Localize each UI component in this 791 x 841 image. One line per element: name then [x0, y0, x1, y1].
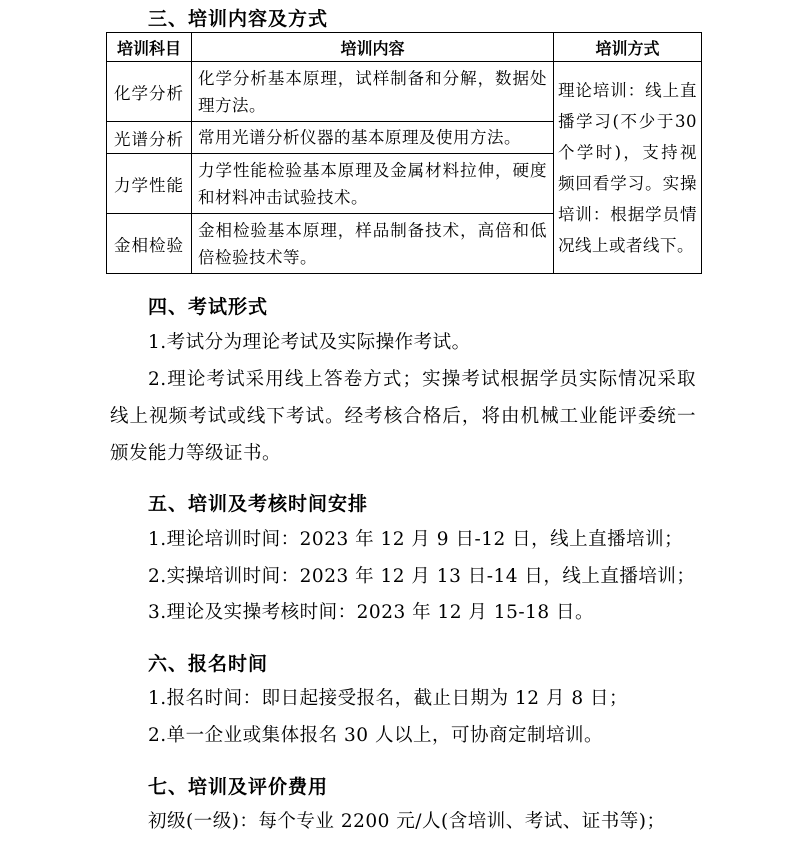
section3-heading: 三、培训内容及方式 — [148, 8, 329, 30]
section4-item-2: 2.理论考试采用线上答卷方式；实操考试根据学员实际情况采取线上视频考试或线下考试。经考核合格后，将由机械工业能评委统一颁发能力等级证书。 — [110, 369, 696, 464]
header-content: 培训内容 — [192, 33, 554, 62]
header-method: 培训方式 — [554, 33, 702, 62]
training-method-cell: 理论培训：线上直播学习(不少于30个学时)，支持视频回看学习。实操培训：根据学员情况线上或者线下。 — [554, 62, 702, 274]
section4-item-1: 1.考试分为理论考试及实际操作考试。 — [148, 332, 471, 353]
section7-item-1: 初级(一级)：每个专业 2200 元/人(含培训、考试、证书等)； — [148, 811, 666, 832]
section5-item-2: 2.实操培训时间：2023 年 12 月 13 日-14 日，线上直播培训； — [148, 566, 696, 587]
training-table — [106, 32, 702, 274]
section6-item-1: 1.报名时间：即日起接受报名，截止日期为 12 月 8 日； — [148, 688, 628, 709]
section5-item-1: 1.理论培训时间：2023 年 12 月 9 日-12 日，线上直播培训； — [148, 529, 684, 550]
section5-heading: 五、培训及考核时间安排 — [148, 493, 369, 515]
row-content: 化学分析基本原理，试样制备和分解，数据处理方法。 — [192, 62, 554, 122]
section4-heading: 四、考试形式 — [148, 296, 269, 318]
row-content: 常用光谱分析仪器的基本原理及使用方法。 — [192, 122, 554, 154]
row-content: 力学性能检验基本原理及金属材料拉伸，硬度和材料冲击试验技术。 — [192, 154, 554, 214]
row-content: 金相检验基本原理，样品制备技术，高倍和低倍检验技术等。 — [192, 214, 554, 274]
row-subject: 化学分析 — [107, 62, 192, 122]
section7-heading: 七、培训及评价费用 — [148, 776, 329, 798]
row-subject: 光谱分析 — [107, 122, 192, 154]
table-header-row — [107, 33, 702, 62]
row-subject: 金相检验 — [107, 214, 192, 274]
section6-item-2: 2.单一企业或集体报名 30 人以上，可协商定制培训。 — [148, 725, 603, 746]
row-subject: 力学性能 — [107, 154, 192, 214]
section6-heading: 六、报名时间 — [148, 653, 269, 675]
table-row — [107, 62, 702, 122]
header-subject: 培训科目 — [107, 33, 192, 62]
section5-item-3: 3.理论及实操考核时间：2023 年 12 月 15-18 日。 — [148, 602, 595, 623]
